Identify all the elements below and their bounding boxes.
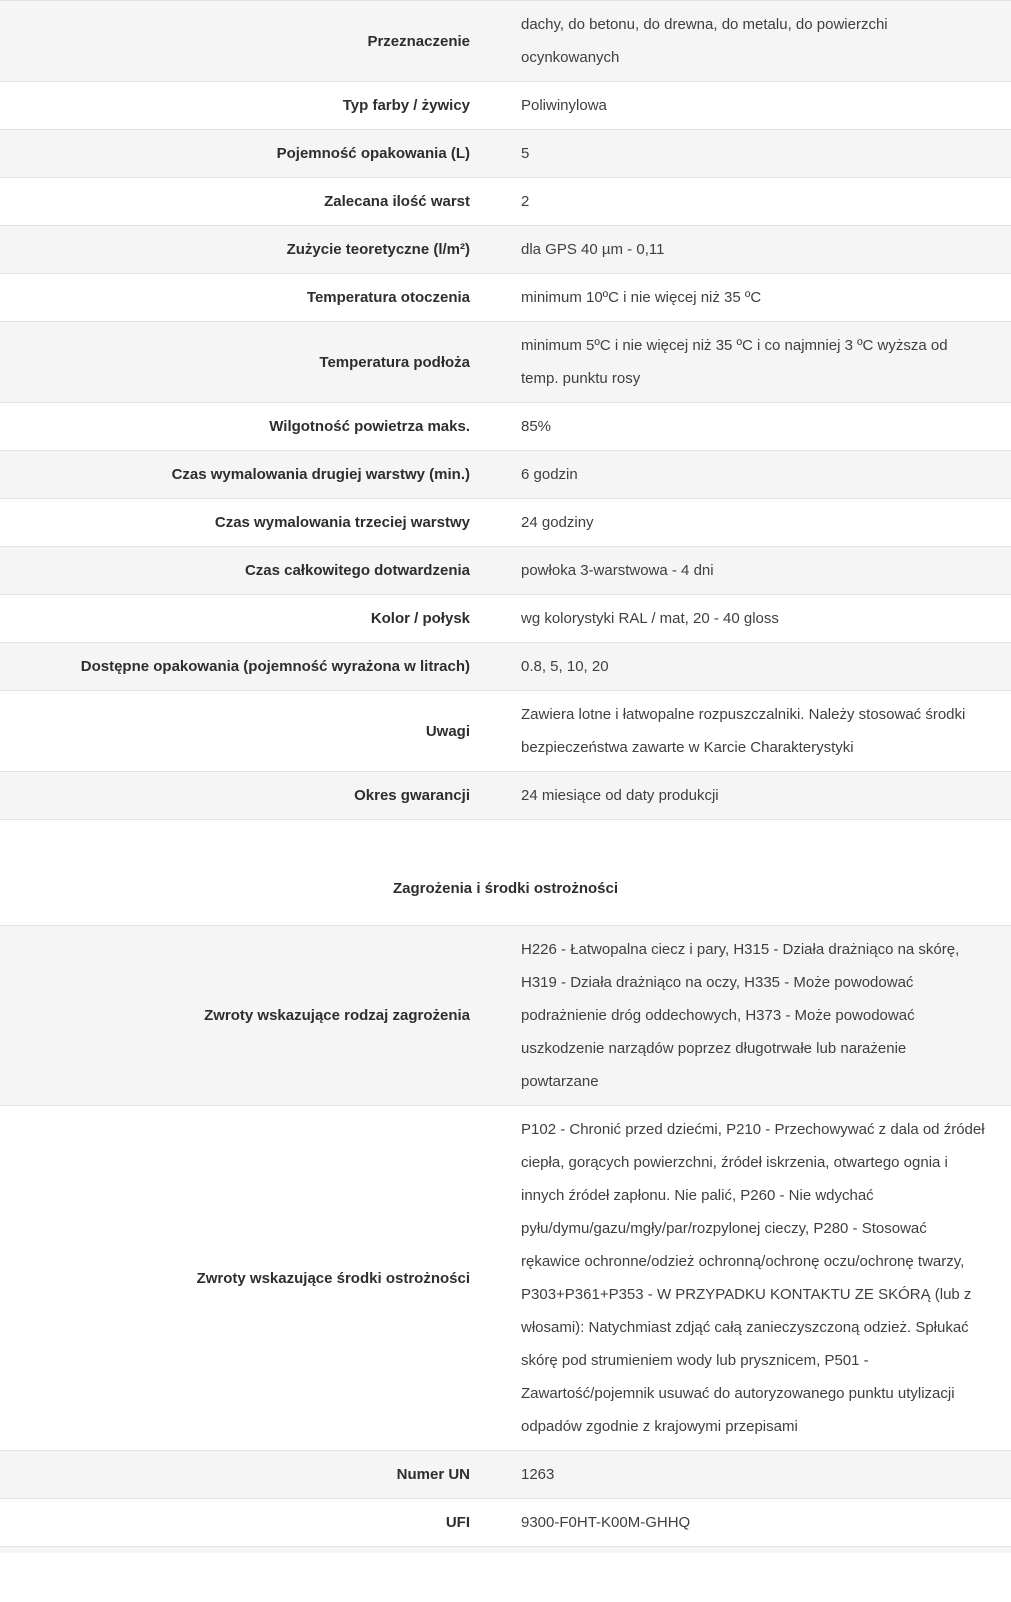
table-row (0, 178, 1011, 226)
row-value: Poliwinylowa (521, 97, 607, 114)
row-label: Pojemność opakowania (L) (276, 145, 470, 162)
row-label: Temperatura podłoża (319, 353, 470, 371)
row-value: 0.8, 5, 10, 20 (521, 658, 609, 675)
row-label: Uwagi (425, 722, 470, 740)
row-value: minimum 10ºC i nie więcej niż 35 ºC (521, 289, 762, 306)
row-value: dla GPS 40 µm - 0,11 (521, 241, 665, 258)
row-value: dachy, do betonu, do drewna, do metalu, do powierzchi ocynkowanych (521, 16, 888, 66)
row-label: Dostępne opakowania (pojemność wyrażona w litrach) (80, 658, 470, 675)
row-value: 24 godziny (521, 514, 594, 531)
table-row (0, 547, 1011, 595)
row-label: Przeznaczenie (367, 32, 470, 50)
table-row (0, 691, 1011, 772)
row-label: Zwroty wskazujące rodzaj zagrożenia (204, 1007, 470, 1024)
row-value: P102 - Chronić przed dziećmi, P210 - Przechowywać z dala od źródeł ciepła, gorących powierzchni, źródeł iskrzenia, otwartego ognia i innych źródeł zapłonu. Nie palić, P260 - Nie wdychać pyłu/dymu/gazu/mgły/par/rozpylonej cieczy, P280 - Stosować rękawice ochronne/odzież ochronną/ochronę oczu/ochronę twarzy, P303+P361+P353 - W PRZYPADKU KONTAKTU ZE SKÓRĄ (lub z włosami): Natychmiast zdjąć całą zanieczyszczoną odzież. Spłukać skórę pod strumieniem wody lub prysznicem, P501 - Zawartość/pojemnik usuwać do autoryzowanego punktu utylizacji odpadów zgodnie z krajowymi przepisami (521, 1121, 985, 1435)
row-label: Wilgotność powietrza maks. (269, 418, 470, 435)
row-label: Zwroty wskazujące środki ostrożności (196, 1269, 470, 1287)
table-row (0, 451, 1011, 499)
row-label: Czas całkowitego dotwardzenia (244, 562, 470, 579)
next-row-partial (0, 1547, 1011, 1553)
row-label: Kolor / połysk (370, 610, 470, 627)
hazard-section-title: Zagrożenia i środki ostrożności (0, 820, 1011, 925)
table-row (0, 226, 1011, 274)
row-label: Numer UN (396, 1466, 470, 1483)
row-label: Zalecana ilość warst (324, 193, 470, 210)
table-row (0, 1106, 1011, 1451)
row-label: Temperatura otoczenia (306, 289, 470, 306)
row-value: 5 (521, 145, 530, 162)
row-label: Czas wymalowania trzeciej warstwy (214, 514, 470, 531)
table-row (0, 82, 1011, 130)
row-value: 6 godzin (521, 466, 578, 483)
table-row (0, 1499, 1011, 1547)
table-row (0, 926, 1011, 1106)
row-label: Czas wymalowania drugiej warstwy (min.) (171, 466, 470, 483)
row-value: H226 - Łatwopalna ciecz i pary, H315 - Działa drażniąco na skórę, H319 - Działa drażniąco na oczy, H335 - Może powodować podrażnienie dróg oddechowych, H373 - Może powodować uszkodzenie narządów poprzez długotrwałe lub narażenie powtarzane (521, 941, 960, 1090)
table-row (0, 643, 1011, 691)
table-row (0, 274, 1011, 322)
row-label: Typ farby / żywicy (342, 97, 470, 114)
table-row (0, 595, 1011, 643)
table-row (0, 1451, 1011, 1499)
row-label: UFI (445, 1514, 470, 1531)
table-row (0, 499, 1011, 547)
row-value: minimum 5ºC i nie więcej niż 35 ºC i co najmniej 3 ºC wyższa od temp. punktu rosy (521, 337, 948, 387)
row-value: 24 miesiące od daty produkcji (521, 787, 719, 804)
row-value: 1263 (521, 1466, 555, 1483)
hazard-spec-table (0, 925, 1011, 1547)
row-label: Zużycie teoretyczne (l/m²) (286, 241, 470, 258)
row-value: wg kolorystyki RAL / mat, 20 - 40 gloss (521, 610, 779, 627)
table-row (0, 130, 1011, 178)
row-value: Zawiera lotne i łatwopalne rozpuszczalniki. Należy stosować środki bezpieczeństwa zawarte w Karcie Charakterystyki (521, 706, 966, 756)
row-value: powłoka 3-warstwowa - 4 dni (521, 562, 714, 579)
table-row (0, 1, 1011, 82)
row-value: 85% (521, 418, 552, 435)
row-value: 2 (521, 193, 530, 210)
table-row (0, 772, 1011, 820)
table-row (0, 322, 1011, 403)
row-label: Okres gwarancji (354, 787, 470, 804)
row-value: 9300-F0HT-K00M-GHHQ (521, 1514, 691, 1531)
table-row (0, 403, 1011, 451)
